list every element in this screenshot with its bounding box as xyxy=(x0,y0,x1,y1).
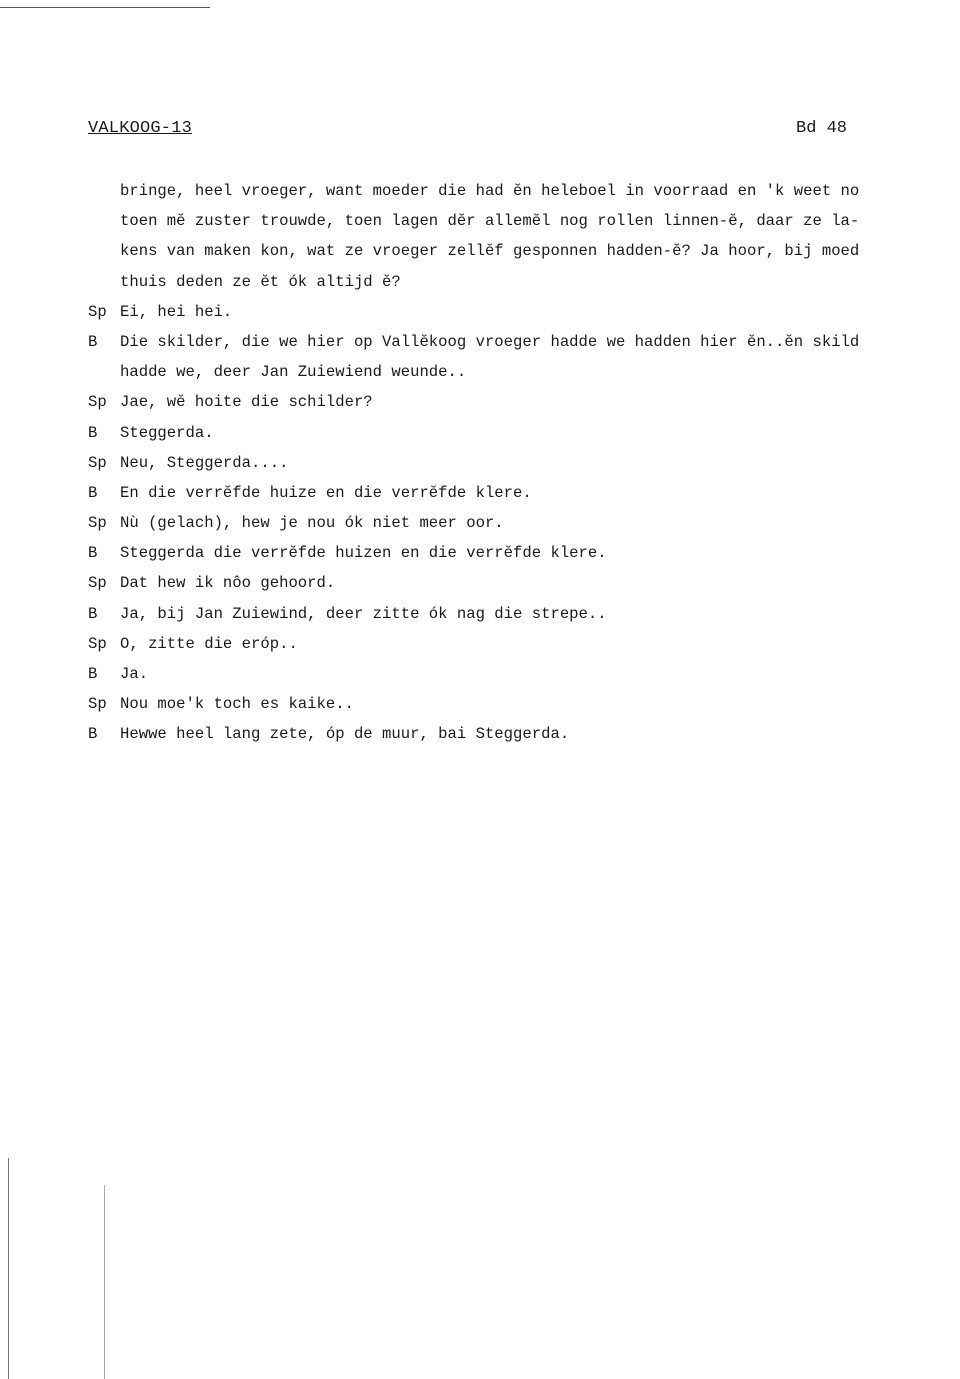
transcript-line xyxy=(88,418,958,448)
speaker-label: B xyxy=(88,544,98,563)
transcript-line xyxy=(88,176,958,206)
transcript-line xyxy=(88,538,958,568)
line-text: Nù (gelach), hew je nou ók niet meer oor. xyxy=(120,514,504,533)
line-text: Hewwe heel lang zete, óp de muur, bai Steggerda. xyxy=(120,725,570,744)
transcript-line xyxy=(88,689,958,719)
speaker-label: B xyxy=(88,483,98,502)
speaker-label: Sp xyxy=(88,634,107,653)
line-text: O, zitte die eróp.. xyxy=(120,634,298,653)
line-text: Steggerda die verrĕfde huizen en die verrĕfde klere. xyxy=(120,544,607,563)
transcript-line xyxy=(88,659,958,689)
speaker-label: Sp xyxy=(88,393,107,412)
line-text: hadde we, deer Jan Zuiewiend weunde.. xyxy=(120,363,467,382)
speaker-label: Sp xyxy=(88,302,107,321)
transcript-line xyxy=(88,478,958,508)
transcript-line xyxy=(88,629,958,659)
transcript-line xyxy=(88,599,958,629)
transcript-line xyxy=(88,448,958,478)
speaker-label: B xyxy=(88,332,98,351)
transcript-line xyxy=(88,357,958,387)
margin-rule xyxy=(8,1158,9,1379)
transcript-line xyxy=(88,206,958,236)
line-text: Dat hew ik nôo gehoord. xyxy=(120,574,336,593)
line-text: Nou moe'k toch es kaike.. xyxy=(120,695,354,714)
line-text: thuis deden ze ĕt ók altijd ĕ? xyxy=(120,272,401,291)
top-rule xyxy=(0,7,210,8)
speaker-label: Sp xyxy=(88,695,107,714)
line-text: Ja, bij Jan Zuiewind, deer zitte ók nag die strepe.. xyxy=(120,604,607,623)
transcript-line xyxy=(88,508,958,538)
page-label: Bd 48 xyxy=(796,119,848,138)
transcript-line xyxy=(88,267,958,297)
speaker-label: B xyxy=(88,725,98,744)
line-text: kens van maken kon, wat ze vroeger zellĕf gesponnen hadden-ĕ? Ja hoor, bij moed xyxy=(120,242,860,261)
line-text: toen mĕ zuster trouwde, toen lagen dĕr allemĕl nog rollen linnen-ĕ, daar ze la- xyxy=(120,212,860,231)
speaker-label: Sp xyxy=(88,453,107,472)
line-text: Jae, wĕ hoite die schilder? xyxy=(120,393,373,412)
speaker-label: B xyxy=(88,423,98,442)
speaker-label: Sp xyxy=(88,514,107,533)
transcript-line xyxy=(88,719,958,749)
transcript-line xyxy=(88,568,958,598)
line-text: bringe, heel vroeger, want moeder die had ĕn heleboel in voorraad en 'k weet no xyxy=(120,182,860,200)
line-text: En die verrĕfde huize en die verrĕfde klere. xyxy=(120,483,532,502)
line-text: Die skilder, die we hier op Vallĕkoog vroeger hadde we hadden hier ĕn..ĕn skild xyxy=(120,332,860,351)
line-text: Ei, hei hei. xyxy=(120,302,233,321)
transcript-line xyxy=(88,387,958,417)
line-text: Ja. xyxy=(120,665,149,683)
transcript xyxy=(88,176,958,750)
line-text: Neu, Steggerda.... xyxy=(120,453,289,472)
transcript-line xyxy=(88,327,958,357)
line-text: Steggerda. xyxy=(120,423,214,442)
transcript-line xyxy=(88,297,958,327)
margin-rule xyxy=(104,1185,105,1379)
speaker-label: Sp xyxy=(88,574,107,593)
transcript-line xyxy=(88,236,958,266)
document-id: VALKOOG-13 xyxy=(88,119,193,138)
speaker-label: B xyxy=(88,665,98,683)
speaker-label: B xyxy=(88,604,98,623)
